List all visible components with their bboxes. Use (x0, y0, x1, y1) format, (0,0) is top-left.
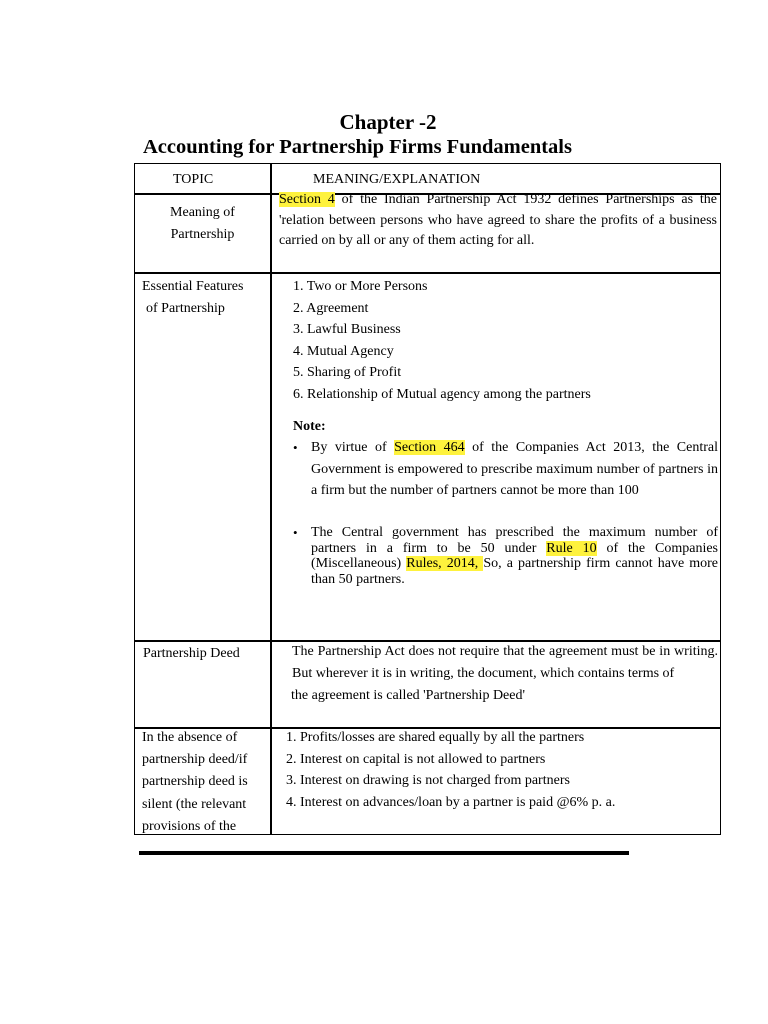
bullet-text: So, a partnership firm cannot have more than 50 partners. (311, 556, 719, 587)
essential-features-list (293, 276, 591, 405)
section-4-highlight: Section 4 (279, 192, 335, 207)
topic-partnership-deed: Partnership Deed (143, 646, 240, 661)
topic-line: of Partnership (146, 300, 225, 316)
topic-absence-of-deed: In the absence of partnership deed/if partnership deed is silent (the relevant provisions of the (142, 730, 248, 834)
deed-text: The Partnership Act does not require that the agreement must be in writing. But wherever it is in writing, the document, which contains terms of (292, 644, 718, 681)
topic-line: Partnership (170, 226, 235, 242)
list-item: 6. Relationship of Mutual agency among the partners (293, 386, 591, 402)
note-bullet-1 (293, 437, 718, 502)
header-topic: TOPIC (173, 172, 214, 187)
bullet-icon: • (293, 525, 298, 540)
list-item: 4. Mutual Agency (293, 343, 394, 359)
bullet-text: By virtue of (311, 440, 395, 455)
bottom-rule (139, 851, 629, 855)
rules-2014-highlight: Rules, 2014, (406, 556, 484, 571)
topic-meaning-of-partnership (135, 202, 270, 245)
list-item: 1. Profits/losses are shared equally by all the partners (286, 730, 585, 745)
list-item: 5. Sharing of Profit (293, 365, 402, 380)
header-meaning: MEANING/EXPLANATION (313, 172, 481, 187)
list-item: 3. Interest on drawing is not charged from partners (286, 773, 570, 788)
deed-text-last-line: the agreement is called 'Partnership Deed' (291, 688, 526, 703)
partnership-deed-explanation (292, 641, 718, 706)
document-title: Accounting for Partnership Firms Fundamentals (143, 136, 572, 158)
topic-line: Essential Features (142, 279, 244, 294)
topic-line: Meaning of (170, 205, 235, 220)
row-divider (135, 272, 720, 274)
list-item: 1. Two or More Persons (293, 279, 428, 294)
bullet-text: of the Companies (Miscellaneous) (311, 540, 718, 571)
note-label: Note: (293, 419, 326, 434)
list-item: 2. Agreement (293, 300, 369, 316)
list-item: 3. Lawful Business (293, 322, 401, 337)
meaning-definition (279, 190, 717, 252)
partnership-table (134, 163, 721, 835)
topic-essential-features (142, 276, 243, 319)
absence-provisions-list (286, 727, 615, 813)
bullet-text: of the Companies Act 2013, the Central Government is empowered to prescribe maximum number of partners in a firm but the number of partners cannot be more than 100 (311, 440, 718, 499)
bullet-icon: • (293, 440, 298, 455)
note-bullet-2 (293, 525, 718, 587)
list-item: 4. Interest on advances/loan by a partner is paid @6% p. a. (286, 794, 616, 810)
section-464-highlight: Section 464 (394, 440, 465, 455)
chapter-heading: Chapter -2 (339, 110, 437, 134)
bullet-text: The Central government has prescribed the maximum number of partners in a firm to be 50 under (311, 525, 718, 556)
list-item: 2. Interest on capital is not allowed to partners (286, 751, 546, 767)
rule-10-highlight: Rule 10 (546, 540, 597, 556)
definition-text: of the Indian Partnership Act 1932 defines Partnerships as the 'relation between persons who have agreed to share the profits of a business carried on by all or any of them acting for all. (279, 192, 717, 248)
column-divider (270, 164, 272, 834)
